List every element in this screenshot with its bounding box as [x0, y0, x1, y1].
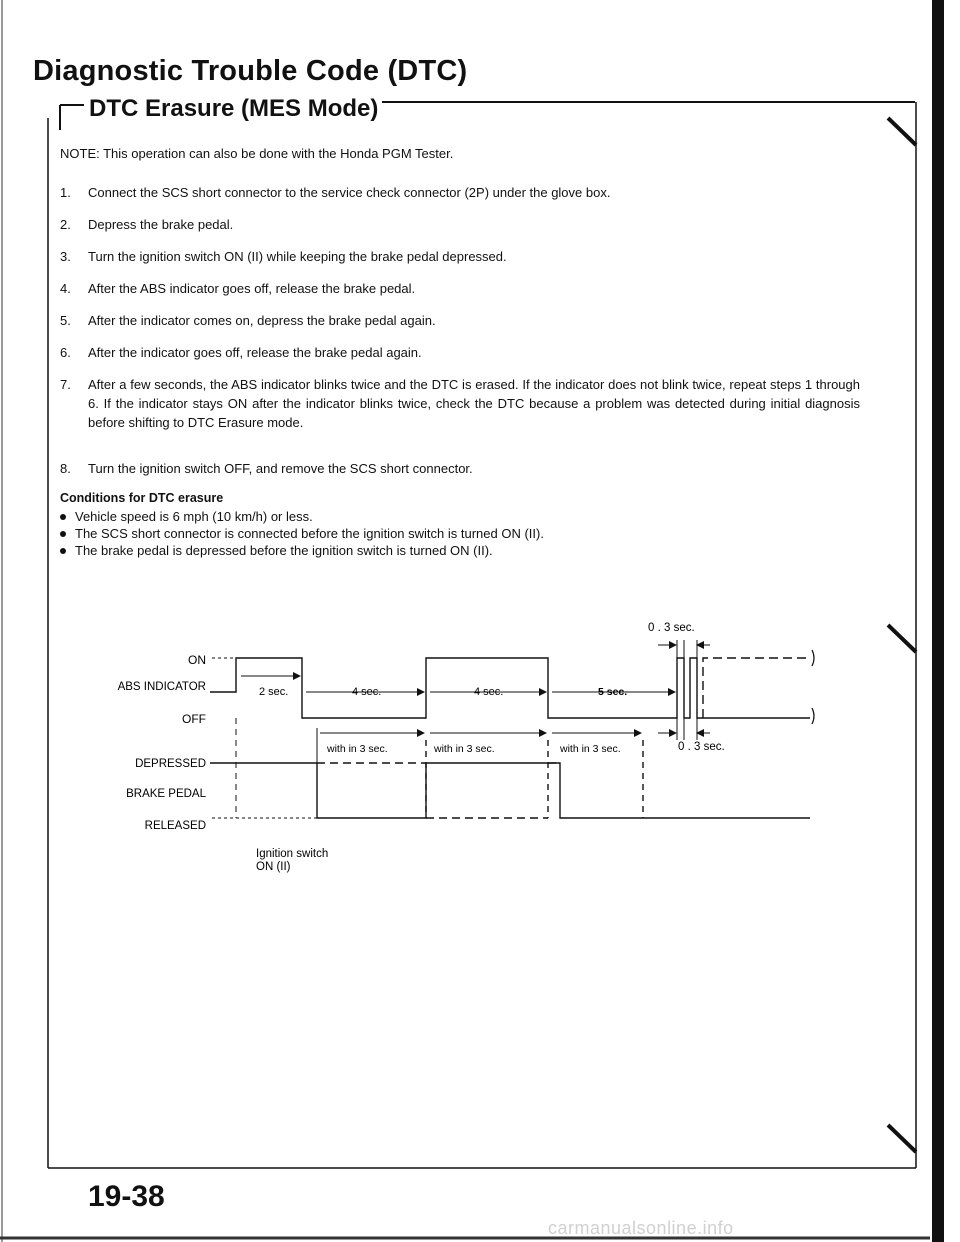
section-title: DTC Erasure (MES Mode)	[85, 95, 382, 123]
within-3s-c: with in 3 sec.	[560, 743, 621, 755]
interval-03s-top: 0 . 3 sec.	[648, 622, 695, 634]
off-label: OFF	[182, 712, 206, 726]
brake-pedal-label: BRAKE PEDAL	[126, 788, 206, 800]
conditions-heading: Conditions for DTC erasure	[60, 491, 224, 505]
interval-03s-bottom: 0 . 3 sec.	[678, 741, 725, 753]
step-7: 7. After a few seconds, the ABS indicator blinks twice and the DTC is erased. If the indicator does not blink twice, repeat steps 1 through 6. If the indicator stays ON after the indicator blinks twice, check the DTC because a problem was detected during initial diagnosis before shifting to DTC Erasure mode.	[60, 377, 860, 430]
depressed-label: DEPRESSED	[135, 758, 206, 770]
step-2: 2. Depress the brake pedal.	[60, 217, 234, 232]
ignition-label-line1: Ignition switch	[256, 848, 329, 860]
released-label: RELEASED	[144, 820, 206, 832]
page-title: Diagnostic Trouble Code (DTC)	[33, 55, 468, 87]
step-4: 4. After the ABS indicator goes off, release the brake pedal.	[60, 281, 416, 296]
step-5: 5. After the indicator comes on, depress the brake pedal again.	[60, 313, 436, 328]
step-3: 3. Turn the ignition switch ON (II) while keeping the brake pedal depressed.	[60, 249, 507, 264]
condition-item: Vehicle speed is 6 mph (10 km/h) or less.	[60, 508, 313, 525]
condition-item: The SCS short connector is connected before the ignition switch is turned ON (II).	[60, 525, 544, 542]
interval-5s: 5 sec.	[598, 686, 628, 698]
interval-4s-b: 4 sec.	[474, 686, 504, 698]
abs-indicator-label: ABS INDICATOR	[117, 681, 206, 693]
within-3s-b: with in 3 sec.	[434, 743, 495, 755]
step-6: 6. After the indicator goes off, release the brake pedal again.	[60, 345, 422, 360]
interval-4s-a: 4 sec.	[352, 686, 382, 698]
on-label: ON	[188, 653, 206, 667]
condition-item: The brake pedal is depressed before the ignition switch is turned ON (II).	[60, 542, 493, 559]
watermark: carmanualsonline.info	[548, 1218, 734, 1238]
step-1: 1. Connect the SCS short connector to the service check connector (2P) under the glove box.	[60, 185, 611, 200]
note-text: NOTE: This operation can also be done with the Honda PGM Tester.	[60, 146, 454, 161]
interval-2s: 2 sec.	[259, 686, 289, 698]
within-3s-a: with in 3 sec.	[327, 743, 388, 755]
page-number: 19-38	[88, 1180, 165, 1213]
step-8: 8. Turn the ignition switch OFF, and remove the SCS short connector.	[60, 461, 473, 476]
ignition-label-line2: ON (II)	[256, 861, 291, 873]
